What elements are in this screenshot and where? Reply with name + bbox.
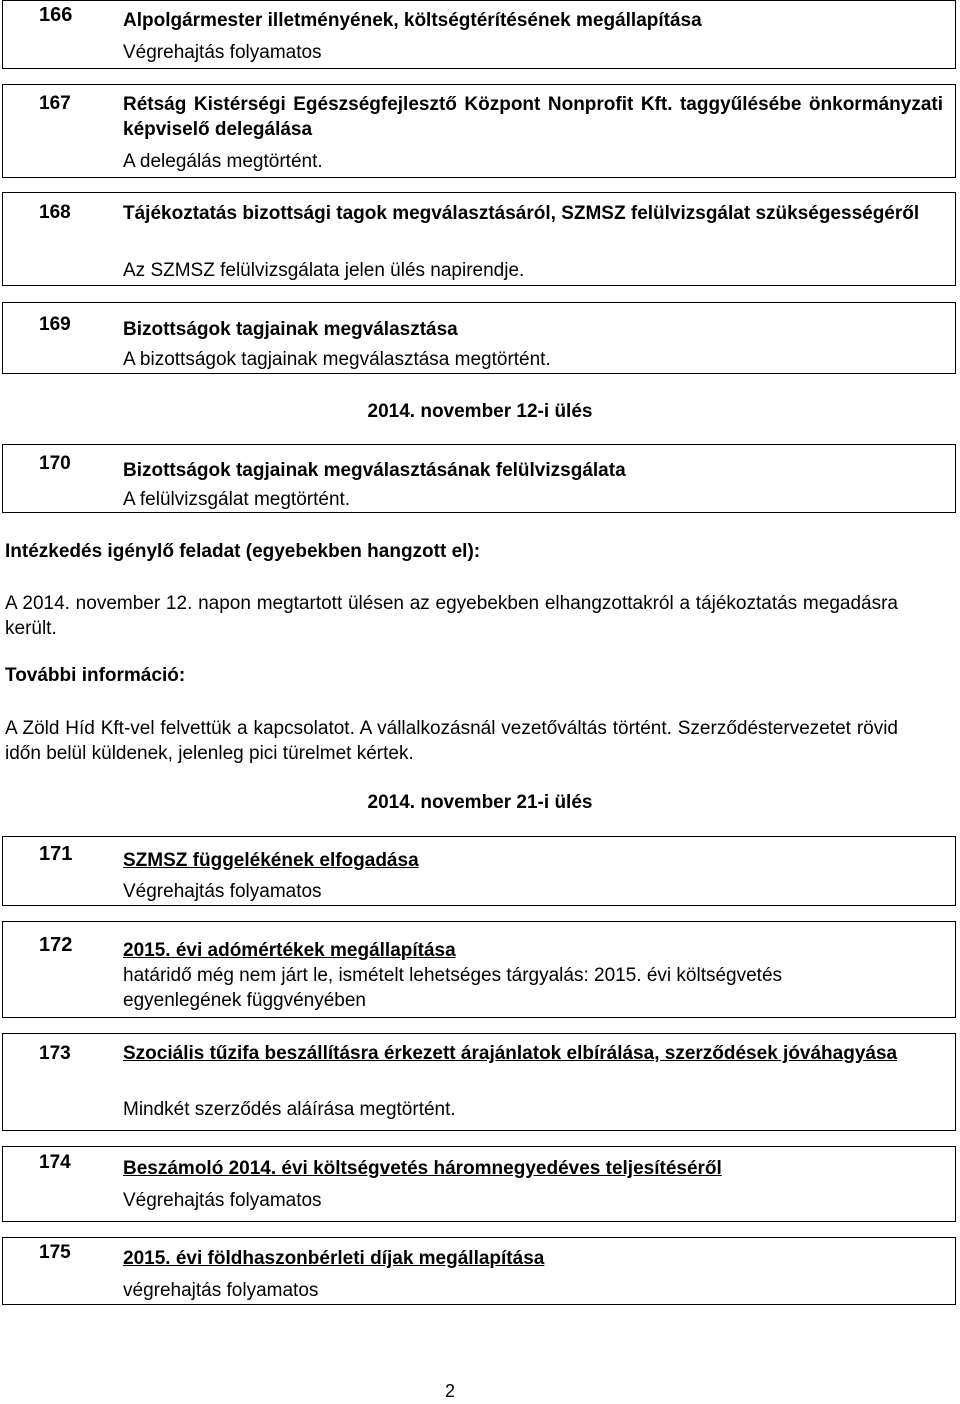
item-status: A felülvizsgálat megtörtént. (123, 489, 351, 510)
item-status: Az SZMSZ felülvizsgálata jelen ülés napirendje. (123, 260, 525, 281)
item-title: 2015. évi adómértékek megállapítása (123, 940, 456, 961)
item-number: 172 (39, 934, 73, 956)
item-status: végrehajtás folyamatos (123, 1280, 319, 1301)
item-number: 173 (39, 1043, 71, 1064)
item-number: 175 (39, 1242, 71, 1263)
item-number: 166 (39, 4, 73, 26)
item-title: Bizottságok tagjainak megválasztása (123, 319, 458, 340)
item-status: határidő még nem járt le, ismételt lehetséges tárgyalás: 2015. évi költségvetés egyenlegének függvényében (123, 965, 783, 1011)
item-title: Beszámoló 2014. évi költségvetés háromnegyedéves teljesítéséről (123, 1158, 722, 1179)
item-number: 168 (39, 202, 71, 223)
item-title: 2015. évi földhaszonbérleti díjak megállapítása (123, 1248, 545, 1269)
item-status: A delegálás megtörtént. (123, 151, 323, 172)
item-title: Rétság Kistérségi Egészségfejlesztő Központ Nonprofit Kft. taggyűlésébe önkormányzati képviselő delegálása (123, 94, 943, 140)
other-matters-heading: Intézkedés igénylő feladat (egyebekben hangzott el): (5, 541, 481, 562)
item-status: Végrehajtás folyamatos (123, 1190, 322, 1211)
item-title: Alpolgármester illetményének, költségtérítésének megállapítása (123, 10, 702, 31)
item-title: SZMSZ függelékének elfogadása (123, 850, 419, 871)
item-title: Tájékoztatás bizottsági tagok megválasztásáról, SZMSZ felülvizsgálat szükségességéről (123, 203, 920, 224)
item-status: Végrehajtás folyamatos (123, 42, 322, 63)
page-number: 2 (444, 1381, 455, 1401)
meeting-heading: 2014. november 21-i ülés (367, 792, 593, 813)
item-status: A bizottságok tagjainak megválasztása megtörtént. (123, 349, 551, 370)
item-number: 170 (39, 453, 71, 474)
further-info-heading: További információ: (5, 665, 186, 686)
item-title: Bizottságok tagjainak megválasztásának felülvizsgálata (123, 460, 626, 481)
item-number: 171 (39, 843, 73, 865)
item-title: Szociális tűzifa beszállításra érkezett árajánlatok elbírálása, szerződések jóváhagyása (123, 1043, 898, 1064)
item-number: 174 (39, 1152, 71, 1173)
item-number: 169 (39, 314, 71, 335)
item-number: 167 (39, 93, 71, 114)
item-status: Mindkét szerződés aláírása megtörtént. (123, 1099, 456, 1120)
other-matters-text: A 2014. november 12. napon megtartott ülésen az egyebekben elhangzottakról a tájékoztatás megadásra került. (5, 593, 898, 639)
item-status: Végrehajtás folyamatos (123, 881, 322, 902)
further-info-text: A Zöld Híd Kft-vel felvettük a kapcsolatot. A vállalkozásnál vezetőváltás történt. Szerződéstervezetet rövid időn belül küldenek, jelenleg pici türelmet kértek. (5, 718, 898, 764)
meeting-heading: 2014. november 12-i ülés (367, 401, 593, 422)
